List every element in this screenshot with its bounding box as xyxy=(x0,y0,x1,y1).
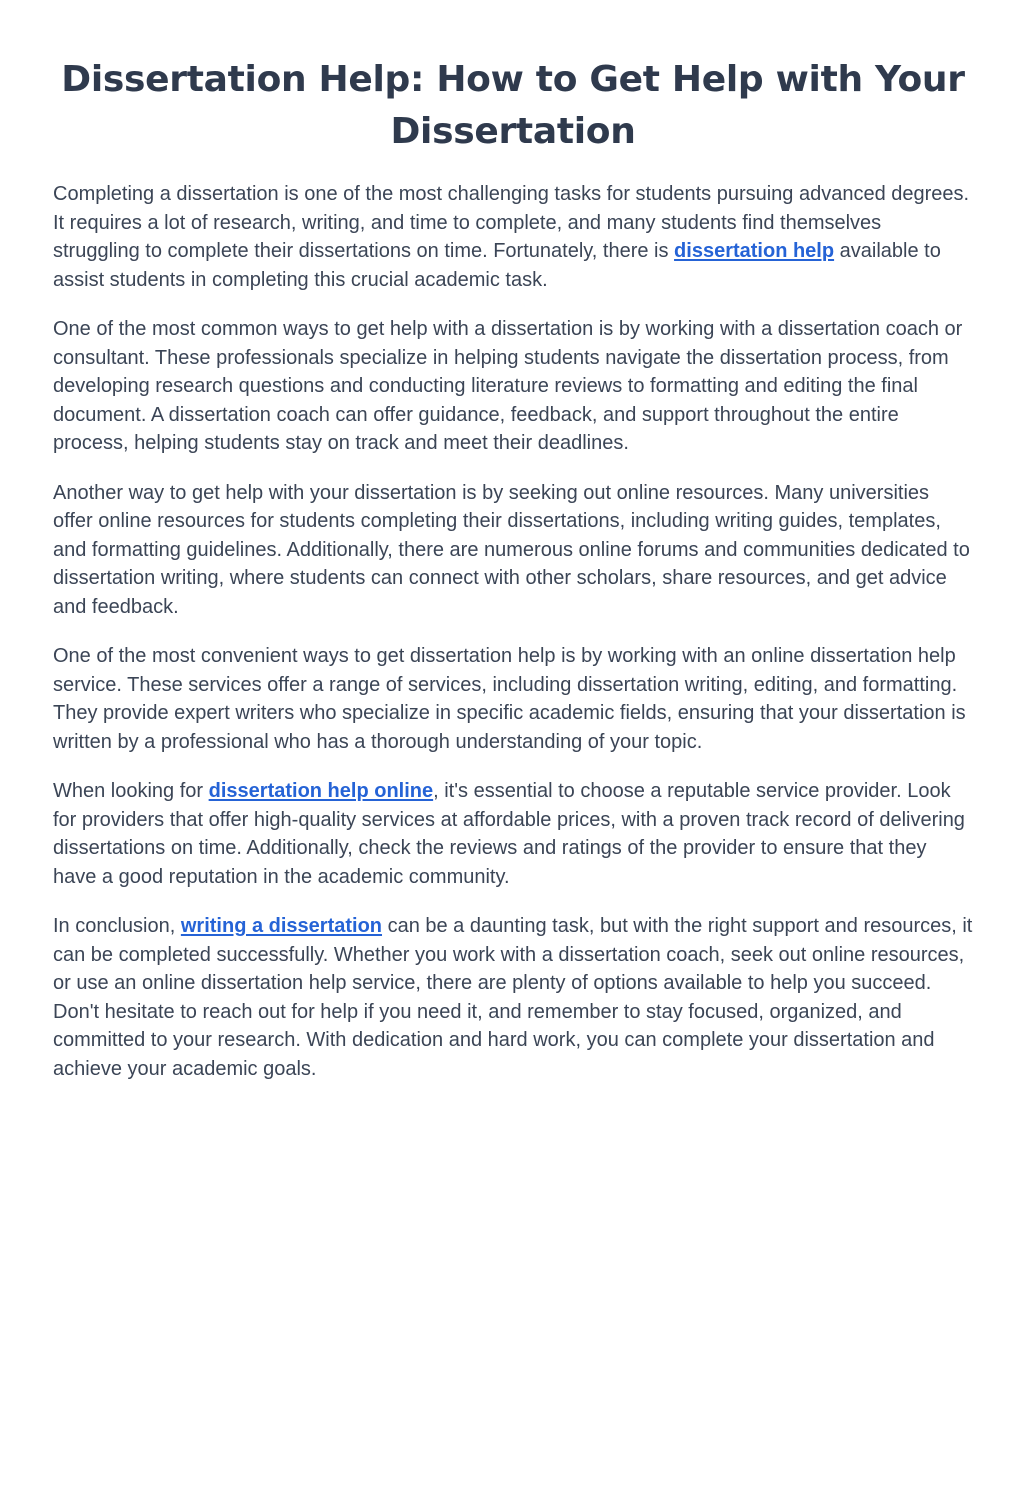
paragraph-text: can be a daunting task, but with the right support and resources, it can be completed successfully. Whether you work with a dissertation coach, seek out online resources, or use an online dissertation help service, there are plenty of options available to help you succeed. Don't hesitate to reach out for help if you need it, and remember to stay focused, organized, and committed to your research. With dedication and hard work, you can complete your dissertation and achieve your academic goals. xyxy=(53,915,973,1080)
paragraph-choosing-provider xyxy=(53,777,973,891)
paragraph-help-service: One of the most convenient ways to get dissertation help is by working with an online dissertation help service. These services offer a range of services, including dissertation writing, editing, and formatting. They provide expert writers who specialize in specific academic fields, ensuring that your dissertation is written by a professional who has a thorough understanding of your topic. xyxy=(53,645,966,753)
paragraph-text: available to assist students in completing this crucial academic task. xyxy=(53,240,941,291)
paragraph-text: In conclusion, xyxy=(53,915,181,937)
paragraph-coach: One of the most common ways to get help with a dissertation is by working with a dissertation coach or consultant. These professionals specialize in helping students navigate the dissertation process, from developing research questions and conducting literature reviews to formatting and editing the final document. A dissertation coach can offer guidance, feedback, and support throughout the entire process, helping students stay on track and meet their deadlines. xyxy=(53,318,963,454)
paragraph-text: Completing a dissertation is one of the most challenging tasks for students pursuing advanced degrees. It requires a lot of research, writing, and time to complete, and many students find themselves struggling to complete their dissertations on time. Fortunately, there is xyxy=(53,183,970,262)
article xyxy=(53,54,973,1104)
paragraph-online-resources: Another way to get help with your dissertation is by seeking out online resources. Many universities offer online resources for students completing their dissertations, including writing guides, templates, and formatting guidelines. Additionally, there are numerous online forums and communities dedicated to dissertation writing, where students can connect with other scholars, share resources, and get advice and feedback. xyxy=(53,481,970,618)
dissertation-help-link[interactable]: dissertation help xyxy=(674,240,835,262)
dissertation-help-online-link[interactable]: dissertation help online xyxy=(208,780,434,802)
writing-a-dissertation-link[interactable]: writing a dissertation xyxy=(180,915,383,937)
paragraph-text: When looking for xyxy=(53,780,209,802)
paragraph-text: , it's essential to choose a reputable service provider. Look for providers that offer high-quality services at affordable prices, with a proven track record of delivering dissertations on time. Additionally, check the reviews and ratings of the provider to ensure that they have a good reputation in the academic community. xyxy=(53,780,965,888)
page-title: Dissertation Help: How to Get Help with Your Dissertation xyxy=(61,59,965,152)
paragraph-intro xyxy=(53,180,973,294)
paragraph-conclusion xyxy=(53,912,973,1083)
